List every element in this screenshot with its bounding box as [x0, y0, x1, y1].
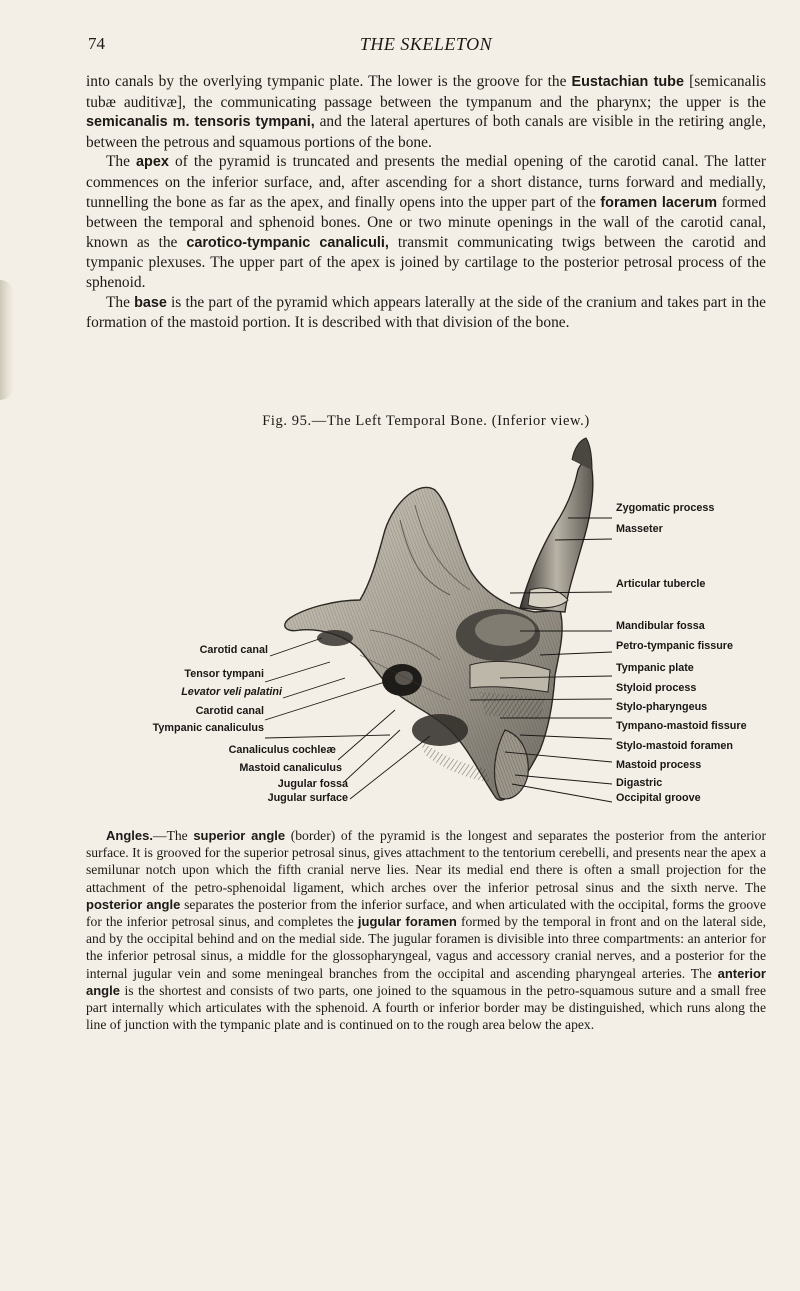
label-articular-tubercle: Articular tubercle [616, 578, 706, 590]
text-run: The [106, 153, 137, 171]
label-mastoid-process: Mastoid process [616, 759, 702, 771]
bold-term: carotico-tympanic canaliculi, [186, 234, 389, 251]
paragraph [86, 827, 766, 1033]
bold-term: semicanalis m. tensoris tympani, [86, 114, 315, 131]
page-number: 74 [88, 34, 105, 53]
text-run: is the part of the pyramid which appears laterally at the side of the cranium and takes part in the formation of the mastoid portion. It is described with that division of the bone. [86, 293, 766, 332]
label-tympanic-canaliculus: Tympanic canaliculus [152, 722, 264, 734]
label-tensor-tympani: Tensor tympani [184, 668, 264, 680]
label-tympanic-plate: Tympanic plate [616, 662, 694, 674]
label-levator-veli-palatini: Levator veli palatini [181, 686, 282, 698]
bold-term: superior angle [193, 828, 286, 843]
text-run: —The [152, 828, 194, 843]
label-digastric: Digastric [616, 777, 663, 789]
paragraph [86, 293, 766, 333]
label-carotid-canal-lower: Carotid canal [195, 705, 264, 717]
bottom-text-block [86, 827, 766, 1033]
label-jugular-surface: Jugular surface [267, 792, 348, 804]
text-run: (border) of the pyramid is the longest and separates the posterior from the anterior surface. It is grooved for the superior petrosal sinus, gives attachment to the tentorium cerebelli, and presents near the apex a semilunar notch upon which the fifth cranial nerve lies. Near its medial end there is often a small projection for the attachment of the petro-sphenoidal ligament, which arches over the inferior petrosal sinus and the sixth nerve. The [86, 828, 766, 895]
label-jugular-fossa: Jugular fossa [277, 778, 348, 790]
bold-term: posterior angle [86, 896, 181, 912]
bold-term: Eustachian tube [571, 74, 684, 90]
top-text-block [86, 72, 766, 333]
label-stylo-pharyngeus: Stylo-pharyngeus [616, 701, 708, 713]
label-styloid-process: Styloid process [616, 682, 697, 694]
page-header [88, 34, 764, 62]
label-mandibular-fossa: Mandibular fossa [616, 620, 705, 632]
bold-term: Angles. [106, 828, 153, 843]
bold-term: foramen lacerum [600, 194, 718, 211]
label-mastoid-canaliculus: Mastoid canaliculus [239, 762, 342, 774]
figure-caption: Fig. 95.—The Left Temporal Bone. (Inferior view.) [262, 413, 590, 429]
text-run: The [106, 293, 135, 311]
text-run: transmit communicating twigs between the carotid and tympanic plexuses. The upper part of the apex is joined by cartilage to the posterior petrosal process of the sphenoid. [86, 233, 766, 291]
text-run: of the pyramid is truncated and presents the medial opening of the carotid canal. The latter commences on the inferior surface, and, after ascending for a short distance, turns forward and medially, tunnelling the bone as far as the apex, and finally opens into the upper part of the [86, 153, 766, 211]
label-canaliculus-cochleae: Canaliculus cochleæ [228, 744, 336, 756]
text-run: is the shortest and consists of two parts, one joined to the squamous in the petro-squamous suture and a small free part internally which articulates with the sphenoid. A fourth or inferior border may be distinguished, which runs along the line of junction with the tympanic plate and is continued on to the rough area below the apex. [86, 982, 766, 1033]
paragraph [86, 152, 766, 292]
running-title: THE SKELETON [359, 34, 493, 54]
label-occipital-groove: Occipital groove [616, 792, 701, 804]
paragraph [86, 72, 766, 152]
label-stylo-mastoid-foramen: Stylo-mastoid foramen [616, 740, 733, 752]
bold-term: jugular foramen [357, 914, 457, 930]
bold-term: apex [136, 154, 169, 171]
bold-term: anterior angle [86, 965, 766, 998]
text-run: into canals by the overlying tympanic plate. The lower is the groove for the [86, 73, 572, 90]
text-run: and the lateral apertures of both canals are visible in the retiring angle, between the petrous and squamous portions of the bone. [86, 113, 766, 151]
bold-term: base [134, 294, 167, 311]
text-run: formed by the temporal in front and on the lateral side, and by the occipital behind and on the medial side. The jugular foramen is divisible into three compartments: an anterior for the inferior petrosal sinus, a middle for the glossopharyngeal, vagus and accessory cranial nerves, and a posterior for the internal jugular vein and some meningeal branches from the occipital and ascending pharyngeal arteries. The [86, 914, 766, 981]
label-tympano-mastoid-fissure: Tympano-mastoid fissure [616, 720, 747, 732]
text-run: [semicanalis tubæ auditivæ], the communicating passage between the tympanum and the pharynx; the upper is the [86, 73, 766, 111]
text-run: separates the posterior from the inferior surface, and when articulated with the occipital, forms the groove for the inferior petrosal sinus, and completes the [86, 896, 766, 930]
label-carotid-canal-upper: Carotid canal [199, 644, 268, 656]
label-petro-tympanic-fissure: Petro-tympanic fissure [616, 640, 733, 652]
page-edge-shadow [0, 280, 14, 400]
label-zygomatic-process: Zygomatic process [616, 502, 715, 514]
figure-temporal-bone [0, 430, 800, 805]
text-run: formed between the temporal and sphenoid bones. One or two minute openings in the wall of the carotid canal, known as the [86, 193, 767, 251]
label-masseter: Masseter [616, 523, 663, 535]
